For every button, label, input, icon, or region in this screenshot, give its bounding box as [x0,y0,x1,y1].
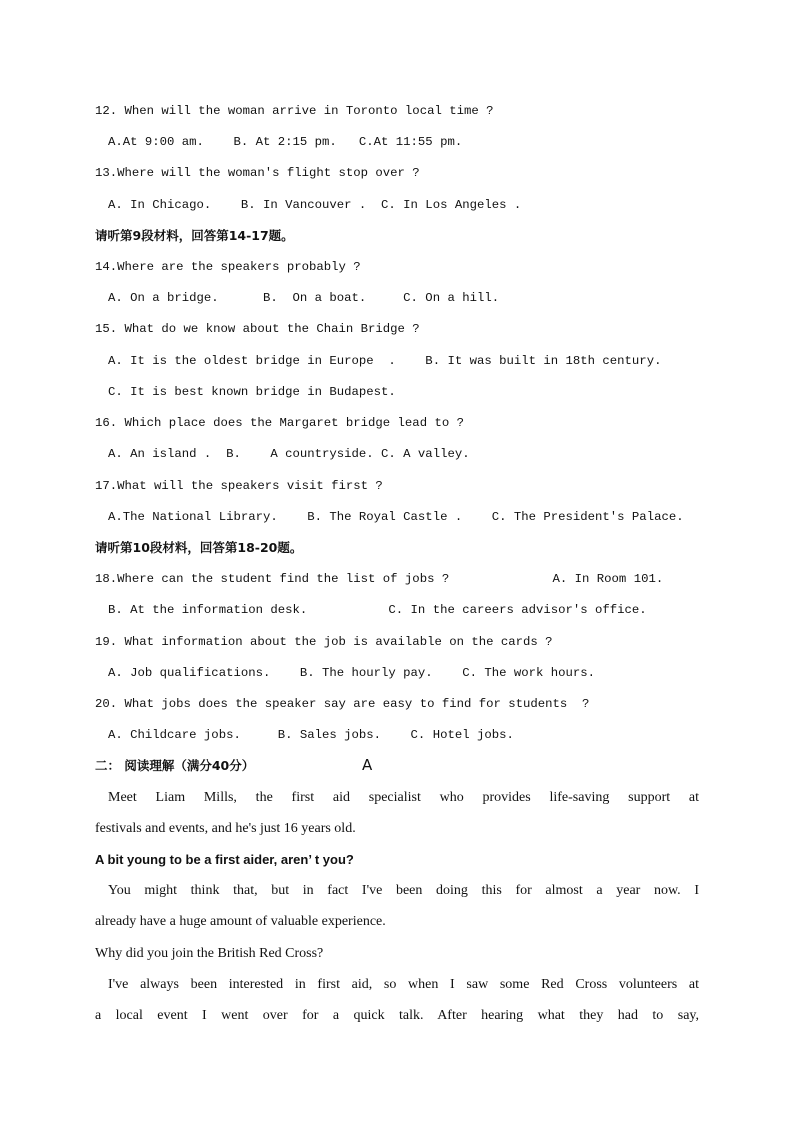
answer-why-line-2: a local event I went over for a quick talk. After hearing what they had to say, [95,1008,699,1023]
question-14: 14.Where are the speakers probably ? [95,260,361,274]
question-heading-young: A bit young to be a first aider, aren’ t you? [95,852,354,867]
answer-why-line-1: I've always been interested in first aid, so when I saw some Red Cross volunteers at [108,977,699,992]
question-16: 16. Which place does the Margaret bridge lead to ? [95,416,464,430]
question-17-options: A.The National Library. B. The Royal Castle . C. The President's Palace. [108,510,684,524]
intro-line-2: festivals and events, and he's just 16 years old. [95,821,356,836]
question-13: 13.Where will the woman's flight stop over ? [95,166,420,180]
question-20: 20. What jobs does the speaker say are easy to find for students ? [95,697,590,711]
question-14-options: A. On a bridge. B. On a boat. C. On a hill. [108,291,500,305]
answer-young-line-2: already have a huge amount of valuable experience. [95,914,386,929]
passage-label: A [362,756,373,774]
question-18-options: B. At the information desk. C. In the careers advisor's office. [108,603,647,617]
question-15-options-line1: A. It is the oldest bridge in Europe . B. It was built in 18th century. [108,354,662,368]
question-12: 12. When will the woman arrive in Toronto local time ? [95,104,494,118]
question-15-options-line2: C. It is best known bridge in Budapest. [108,385,396,399]
section-10-instruction: 请听第10段材料，回答第18-20题。 [95,540,303,555]
answer-young-line-1: You might think that, but in fact I've been doing this for almost a year now. I [108,883,699,898]
question-15: 15. What do we know about the Chain Bridge ? [95,322,420,336]
question-19-options: A. Job qualifications. B. The hourly pay. C. The work hours. [108,666,596,680]
question-19: 19. What information about the job is available on the cards ? [95,635,553,649]
question-heading-why: Why did you join the British Red Cross? [95,946,324,961]
reading-section-title: 二： 阅读理解（满分40分） [95,758,255,773]
question-16-options: A. An island . B. A countryside. C. A valley. [108,447,470,461]
question-20-options: A. Childcare jobs. B. Sales jobs. C. Hotel jobs. [108,728,514,742]
question-17: 17.What will the speakers visit first ? [95,479,383,493]
question-13-options: A. In Chicago. B. In Vancouver . C. In Los Angeles . [108,198,522,212]
question-18: 18.Where can the student find the list of jobs ? A. In Room 101. [95,572,664,586]
question-12-options: A.At 9:00 am. B. At 2:15 pm. C.At 11:55 pm. [108,135,463,149]
intro-line-1: Meet Liam Mills, the first aid specialist who provides life-saving support at [108,790,699,805]
section-9-instruction: 请听第9段材料，回答第14-17题。 [95,228,294,243]
